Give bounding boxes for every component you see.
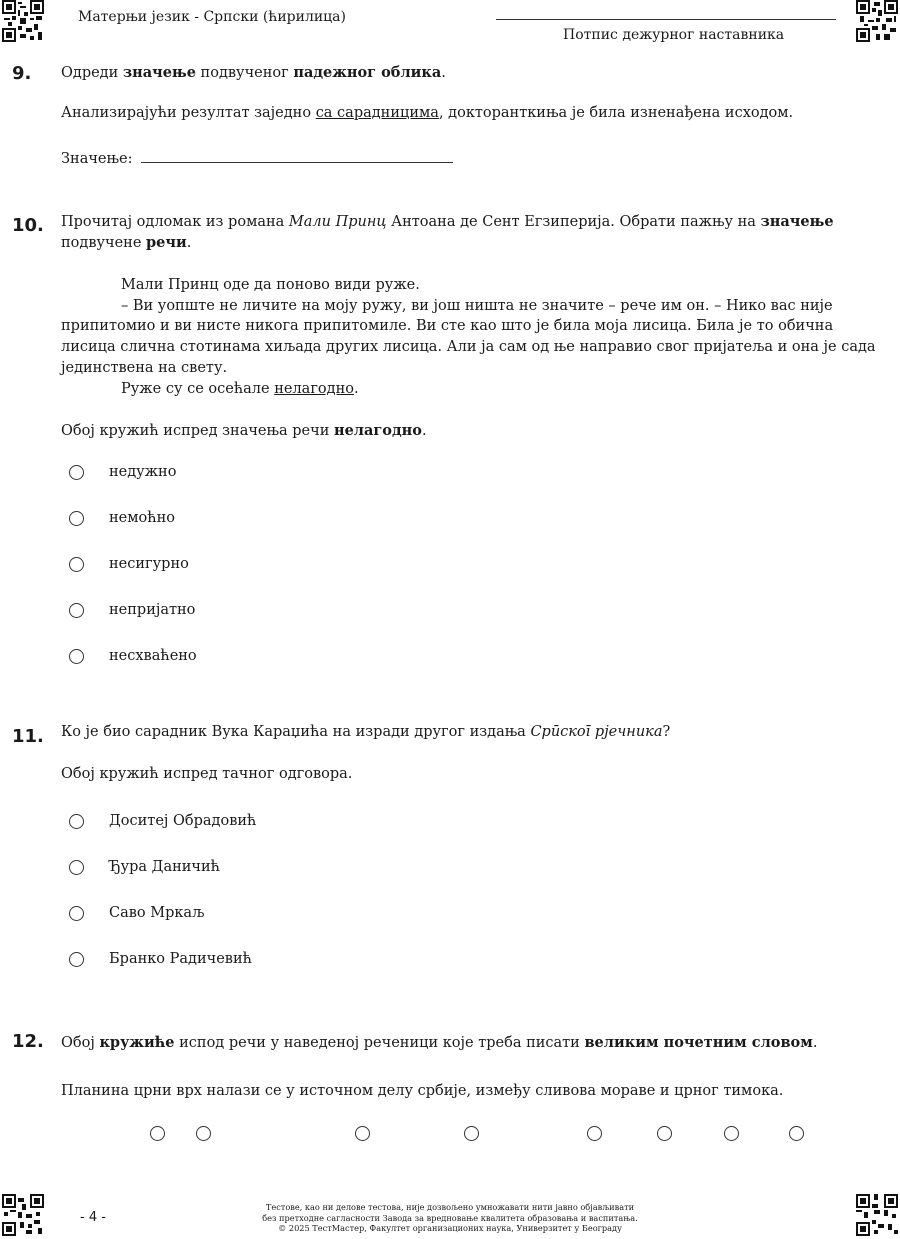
q11-option[interactable]: Саво Мркаљ <box>69 905 204 921</box>
q10-option[interactable]: недужно <box>69 464 176 480</box>
q11-option[interactable]: Бранко Радичевић <box>69 951 252 967</box>
word-circle[interactable] <box>789 1126 804 1141</box>
page-number: - 4 - <box>80 1210 106 1225</box>
q11-option[interactable]: Доситеј Обрадовић <box>69 813 256 829</box>
radio-circle[interactable] <box>69 465 84 480</box>
word-circle[interactable] <box>150 1126 165 1141</box>
question-10-prompt-cont: подвучене речи. <box>61 234 192 251</box>
passage-paragraph-3: Руже су се осећале нелагодно. <box>121 380 359 397</box>
question-12-number: 12. <box>12 1031 44 1052</box>
question-10-number: 10. <box>12 215 44 236</box>
passage-paragraph-2: – Ви уопште не личите на моју ружу, ви још ништа не значите – рече им он. – Нико вас није припитомио и ви нисте никога припитомиле. Ви сте као што је била моја лисица. Била је то обична лисица слична стотинама хиљада других лисица. Али ја сам од ње направио свог пријатеља и она је сада јединствена на свету. <box>61 297 876 376</box>
question-9-prompt: Одреди значење подвученог падежног облика. <box>61 64 446 81</box>
radio-circle[interactable] <box>69 906 84 921</box>
signature-line <box>496 19 836 20</box>
word-circle[interactable] <box>464 1126 479 1141</box>
word-circle[interactable] <box>355 1126 370 1141</box>
qr-code-top-right <box>856 0 898 42</box>
qr-code-bottom-left <box>2 1194 44 1236</box>
word-circle[interactable] <box>587 1126 602 1141</box>
question-12-sentence: Планина црни врх налази се у источном делу србије, између сливова мораве и црног тимока. <box>61 1083 784 1099</box>
question-10-prompt: Прочитај одломак из романа Мали Принц Антоана де Сент Егзиперија. Обрати пажњу на значење <box>61 213 834 230</box>
question-11-number: 11. <box>12 726 44 747</box>
question-12-prompt: Обој кружиће испод речи у наведеној реченици које треба писати великим почетним словом. <box>61 1034 818 1051</box>
qr-code-top-left <box>2 0 44 42</box>
radio-circle[interactable] <box>69 814 84 829</box>
word-circle[interactable] <box>196 1126 211 1141</box>
radio-circle[interactable] <box>69 649 84 664</box>
passage-paragraph-1: Мали Принц оде да поново види руже. <box>121 277 420 293</box>
qr-code-bottom-right <box>856 1194 898 1236</box>
answer-blank-line[interactable] <box>141 148 453 163</box>
header-title: Матерњи језик - Српски (ћирилица) <box>78 9 346 25</box>
question-9-sentence: Анализирајући резултат заједно са сарадницима, докторанткиња је била изненађена исходом. <box>61 105 794 121</box>
radio-circle[interactable] <box>69 511 84 526</box>
q10-option[interactable]: несхваћено <box>69 648 197 664</box>
question-11-prompt: Ко је био сарадник Вука Караџића на изради другог издања Срӣскоī рјечника? <box>61 724 671 740</box>
signature-label: Потпис дежурног наставника <box>563 27 785 43</box>
word-circle[interactable] <box>657 1126 672 1141</box>
question-9-answer: Значење: <box>61 148 453 167</box>
question-10-passage <box>61 275 876 399</box>
question-9-number: 9. <box>12 63 32 84</box>
question-10-instruction: Обој кружић испред значења речи нелагодно. <box>61 422 427 439</box>
q10-option[interactable]: несигурно <box>69 556 189 572</box>
radio-circle[interactable] <box>69 952 84 967</box>
question-11-instruction: Обој кружић испред тачног одговора. <box>61 766 353 782</box>
word-circle[interactable] <box>724 1126 739 1141</box>
radio-circle[interactable] <box>69 860 84 875</box>
radio-circle[interactable] <box>69 557 84 572</box>
q10-option[interactable]: непријатно <box>69 602 195 618</box>
q11-option[interactable]: Ђура Даничић <box>69 859 220 875</box>
radio-circle[interactable] <box>69 603 84 618</box>
q10-option[interactable]: немоћно <box>69 510 175 526</box>
footer-copyright: Тестове, као ни делове тестова, није дозвољено умножавати нити јавно објављивати без претходне сагласности Завода за вредновање квалитета образовања и васпитања. © 2025 ТестМастер, Факултет организационих наука, Универзитет у Београду <box>262 1202 638 1233</box>
